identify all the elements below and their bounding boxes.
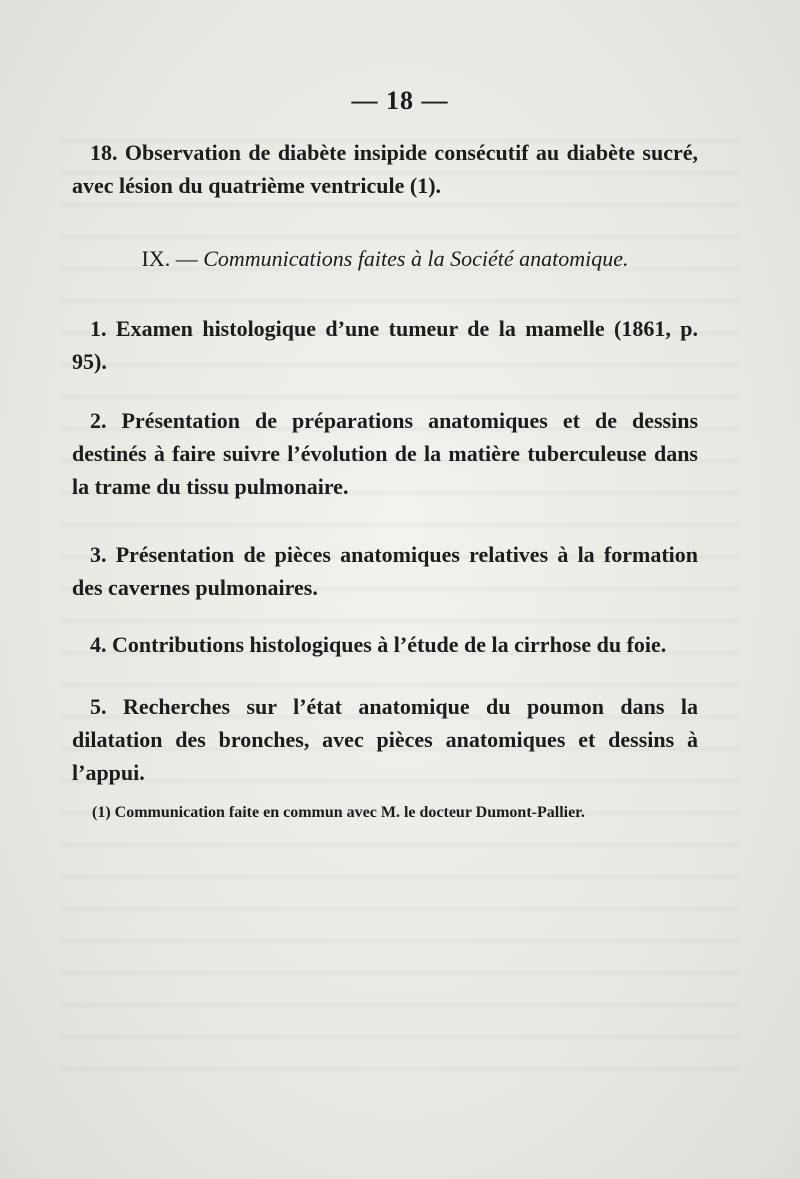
list-item-2 — [72, 404, 698, 503]
item-text: Présentation de préparations anatomiques et de dessins destinés à faire suivre l’évolution de la matière tuberculeuse dans la trame du tissu pulmonaire. — [72, 408, 699, 499]
list-item-1 — [72, 312, 698, 378]
list-item-18 — [72, 136, 698, 202]
item-text: Présentation de pièces anatomiques relatives à la formation des cavernes pulmonaires. — [72, 542, 698, 600]
footnote-marker: (1) — [92, 804, 111, 821]
item-text: Recherches sur l’état anatomique du poumon dans la dilatation des bronches, avec pièces anatomiques et dessins à l’appui. — [72, 694, 698, 785]
section-heading — [72, 244, 698, 274]
section-title: Communications faites à la Société anatomique. — [203, 246, 629, 271]
list-item-5 — [72, 690, 698, 789]
item-number: 1. — [90, 316, 107, 341]
item-number: 2. — [90, 408, 107, 433]
section-roman-numeral: IX. — — [141, 246, 198, 271]
page-number: — 18 — — [351, 86, 449, 115]
item-number: 3. — [90, 542, 107, 567]
item-number: 4. — [90, 632, 107, 657]
item-number: 5. — [90, 694, 107, 719]
item-text: Contributions histologiques à l’étude de la cirrhose du foie. — [112, 632, 667, 657]
item-text: Examen histologique d’une tumeur de la mamelle (1861, p. 95). — [72, 316, 699, 374]
footnote-text: Communication faite en commun avec M. le docteur Dumont-Pallier. — [114, 804, 585, 821]
footnote — [92, 802, 712, 824]
list-item-4 — [72, 628, 698, 661]
item-number: 18. — [90, 140, 118, 165]
list-item-3 — [72, 538, 698, 604]
item-text: Observation de diabète insipide consécutif au diabète sucré, avec lésion du quatrième ventricule (1). — [72, 140, 698, 198]
